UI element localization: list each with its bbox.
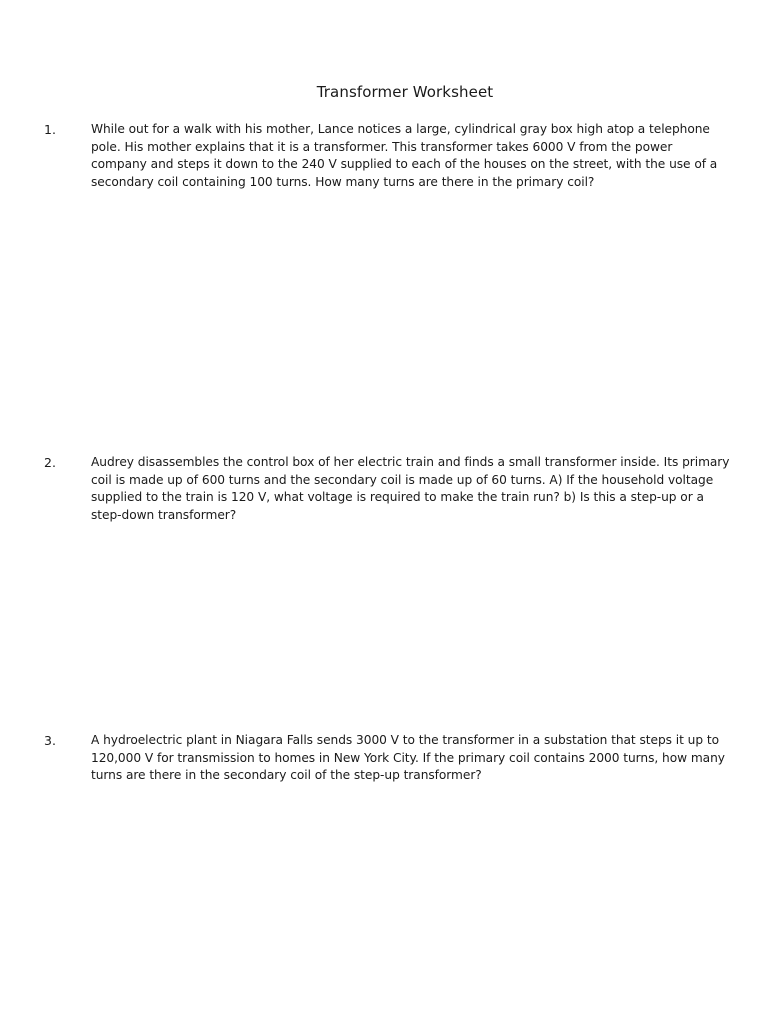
question-number: 3. [44, 733, 56, 748]
question-number: 2. [44, 455, 56, 470]
page-title: Transformer Worksheet [316, 83, 494, 101]
question-text: While out for a walk with his mother, Lance notices a large, cylindrical gray box high atop a telephone pole. His mother explains that it is a transformer. This transformer takes 6000 V from the power company and steps it down to the 240 V supplied to each of the houses on the street, with the use of a secondary coil containing 100 turns. How many turns are there in the primary coil? [91, 122, 718, 189]
question-text: Audrey disassembles the control box of her electric train and finds a small transformer inside. Its primary coil is made up of 600 turns and the secondary coil is made up of 60 turns. A) If the household voltage supplied to the train is 120 V, what voltage is required to make the train run? b) Is this a step-up or a step-down transformer? [91, 455, 730, 522]
question-text: A hydroelectric plant in Niagara Falls sends 3000 V to the transformer in a substation that steps it up to 120,000 V for transmission to homes in New York City. If the primary coil contains 2000 turns, how many turns are there in the secondary coil of the step-up transformer? [91, 733, 725, 782]
question-number: 1. [44, 122, 56, 137]
